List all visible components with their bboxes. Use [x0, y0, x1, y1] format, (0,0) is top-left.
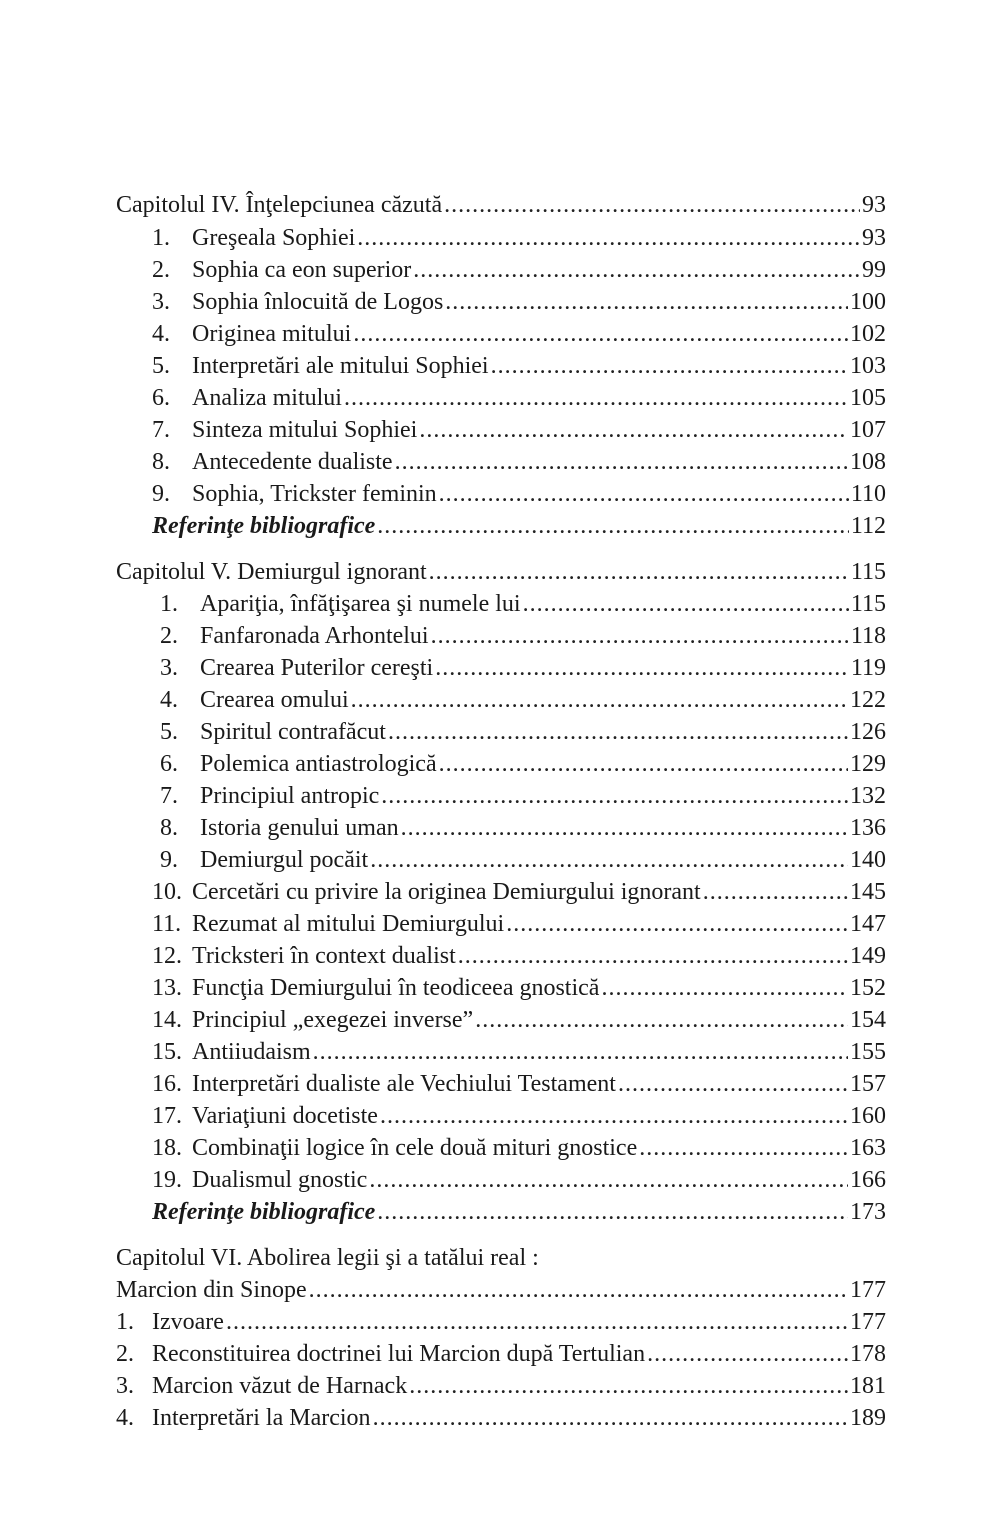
dot-leader [639, 1131, 848, 1165]
dot-leader [703, 875, 848, 909]
toc-entry [116, 1401, 886, 1435]
page-number: 160 [850, 1103, 886, 1129]
entry-number: 13. [152, 975, 182, 1001]
page-number: 112 [850, 513, 886, 539]
entry-number: 7. [160, 783, 178, 809]
page-number: 177 [850, 1277, 886, 1303]
entry-number: 17. [152, 1103, 182, 1129]
toc-entry [152, 317, 886, 351]
entry-title: Dualismul gnostic [192, 1167, 368, 1193]
page-number: 102 [850, 321, 886, 347]
entry-title: Demiurgul pocăit [200, 847, 369, 873]
toc-entry [116, 1305, 886, 1339]
entry-title: Analiza mitului [192, 385, 342, 411]
toc-entry [160, 747, 886, 781]
toc-entry [160, 587, 886, 621]
dot-leader [413, 253, 860, 287]
dot-leader [401, 811, 848, 845]
page-number: 129 [850, 751, 886, 777]
dot-leader [377, 509, 849, 543]
toc-entry [152, 1131, 886, 1165]
dot-leader [431, 619, 849, 653]
chapter-title: Capitolul V. Demiurgul ignorant [116, 559, 427, 585]
toc-entry [152, 445, 886, 479]
page-number: 93 [862, 192, 886, 218]
references-title: Referinţe bibliografice [152, 1199, 376, 1225]
entry-title: Tricksteri în context dualist [192, 943, 456, 969]
entry-number: 6. [160, 751, 178, 777]
toc-entry [152, 1163, 886, 1197]
toc-entry [116, 1369, 886, 1403]
entry-number: 9. [152, 481, 170, 507]
dot-leader [429, 555, 849, 589]
dot-leader [373, 1401, 848, 1435]
toc-entry [160, 683, 886, 717]
dot-leader [388, 715, 848, 749]
entry-title: Interpretări la Marcion [152, 1405, 371, 1431]
toc-entry [152, 477, 886, 511]
entry-number: 1. [160, 591, 178, 617]
dot-leader [344, 381, 848, 415]
page-number: 177 [850, 1309, 886, 1335]
toc-entry [160, 779, 886, 813]
dot-leader [647, 1337, 848, 1371]
entry-title: Marcion văzut de Harnack [152, 1373, 408, 1399]
dot-leader [444, 188, 860, 222]
entry-title: Sophia, Trickster feminin [192, 481, 437, 507]
dot-leader [381, 779, 848, 813]
chapter-title: Capitolul IV. Înţelepciunea căzută [116, 192, 443, 218]
entry-title: Istoria genului uman [200, 815, 399, 841]
page-number: 119 [850, 655, 886, 681]
entry-title: Apariţia, înfăţişarea şi numele lui [200, 591, 521, 617]
dot-leader [439, 747, 848, 781]
entry-title: Principiul antropic [200, 783, 380, 809]
page-number: 115 [850, 591, 886, 617]
entry-number: 3. [160, 655, 178, 681]
dot-leader [439, 477, 849, 511]
dot-leader [435, 651, 849, 685]
entry-title: Rezumat al mitului Demiurgului [192, 911, 505, 937]
entry-number: 19. [152, 1167, 182, 1193]
dot-leader [351, 683, 848, 717]
page-number: 118 [850, 623, 886, 649]
page-number: 126 [850, 719, 886, 745]
entry-number: 10. [152, 879, 182, 905]
dot-leader [377, 1195, 848, 1229]
dot-leader [506, 907, 848, 941]
page-number: 122 [850, 687, 886, 713]
entry-title: Reconstituirea doctrinei lui Marcion după Tertulian [152, 1341, 646, 1367]
entry-number: 7. [152, 417, 170, 443]
entry-number: 5. [160, 719, 178, 745]
page-number: 110 [850, 481, 886, 507]
page-number: 108 [850, 449, 886, 475]
page-number: 189 [850, 1405, 886, 1431]
entry-title: Fanfaronada Arhontelui [200, 623, 429, 649]
chapter-subtitle: Marcion din Sinope [116, 1277, 307, 1303]
dot-leader [309, 1273, 848, 1307]
chapter-subtitle-line [116, 1273, 886, 1307]
entry-title: Crearea omului [200, 687, 349, 713]
page-number: 163 [850, 1135, 886, 1161]
entry-title: Izvoare [152, 1309, 224, 1335]
entry-title: Spiritul contrafăcut [200, 719, 386, 745]
chapter-heading [116, 188, 886, 222]
page-number: 99 [862, 257, 886, 283]
entry-number: 2. [160, 623, 178, 649]
page-number: 136 [850, 815, 886, 841]
toc-entry [116, 1337, 886, 1371]
page-number: 145 [850, 879, 886, 905]
dot-leader [475, 1003, 848, 1037]
page-number: 173 [850, 1199, 886, 1225]
entry-number: 18. [152, 1135, 182, 1161]
entry-title: Principiul „exegezei inverse” [192, 1007, 474, 1033]
dot-leader [601, 971, 848, 1005]
page-number: 140 [850, 847, 886, 873]
entry-title: Interpretări ale mitului Sophiei [192, 353, 489, 379]
chapter-title: Capitolul VI. Abolirea legii şi a tatălui real : [116, 1245, 539, 1271]
toc-entry [152, 285, 886, 319]
entry-title: Sophia ca eon superior [192, 257, 412, 283]
entry-number: 1. [152, 225, 170, 251]
entry-title: Sinteza mitului Sophiei [192, 417, 418, 443]
entry-number: 14. [152, 1007, 182, 1033]
dot-leader [445, 285, 848, 319]
page-number: 152 [850, 975, 886, 1001]
entry-number: 2. [116, 1341, 134, 1367]
dot-leader [395, 445, 848, 479]
page-number: 115 [850, 559, 886, 585]
entry-number: 6. [152, 385, 170, 411]
dot-leader [226, 1305, 848, 1339]
references-title: Referinţe bibliografice [152, 513, 376, 539]
toc-entry [152, 1067, 886, 1101]
entry-number: 1. [116, 1309, 134, 1335]
toc-entry [152, 971, 886, 1005]
toc-entry [152, 1003, 886, 1037]
dot-leader [357, 221, 860, 255]
dot-leader [618, 1067, 848, 1101]
dot-leader [523, 587, 849, 621]
entry-title: Interpretări dualiste ale Vechiului Testament [192, 1071, 616, 1097]
dot-leader [409, 1369, 848, 1403]
references-entry [152, 1195, 886, 1229]
dot-leader [313, 1035, 848, 1069]
entry-title: Crearea Puterilor cereşti [200, 655, 434, 681]
toc-entry [152, 381, 886, 415]
entry-title: Variaţiuni docetiste [192, 1103, 378, 1129]
toc-entry [152, 221, 886, 255]
entry-title: Funcţia Demiurgului în teodiceea gnostică [192, 975, 600, 1001]
toc-entry [152, 939, 886, 973]
entry-number: 8. [160, 815, 178, 841]
dot-leader [491, 349, 848, 383]
page-number: 181 [850, 1373, 886, 1399]
chapter-heading [116, 555, 886, 589]
dot-leader [380, 1099, 848, 1133]
entry-number: 3. [116, 1373, 134, 1399]
page-number: 132 [850, 783, 886, 809]
toc-entry [160, 651, 886, 685]
entry-number: 3. [152, 289, 170, 315]
entry-title: Originea mitului [192, 321, 352, 347]
page-number: 149 [850, 943, 886, 969]
entry-title: Cercetări cu privire la originea Demiurgului ignorant [192, 879, 701, 905]
toc-entry [160, 715, 886, 749]
toc-entry [152, 253, 886, 287]
page-number: 154 [850, 1007, 886, 1033]
page-number: 166 [850, 1167, 886, 1193]
entry-title: Sophia înlocuită de Logos [192, 289, 444, 315]
page-number: 157 [850, 1071, 886, 1097]
dot-leader [419, 413, 848, 447]
entry-number: 4. [152, 321, 170, 347]
entry-number: 4. [116, 1405, 134, 1431]
dot-leader [458, 939, 848, 973]
entry-number: 2. [152, 257, 170, 283]
page-number: 100 [850, 289, 886, 315]
entry-number: 16. [152, 1071, 182, 1097]
page-number: 105 [850, 385, 886, 411]
toc-entry [160, 843, 886, 877]
entry-number: 9. [160, 847, 178, 873]
page-number: 155 [850, 1039, 886, 1065]
entry-title: Combinaţii logice în cele două mituri gnostice [192, 1135, 638, 1161]
toc-entry [152, 875, 886, 909]
toc-entry [152, 349, 886, 383]
toc-entry [152, 413, 886, 447]
page-number: 93 [862, 225, 886, 251]
dot-leader [369, 1163, 848, 1197]
toc-entry [160, 811, 886, 845]
references-entry [152, 509, 886, 543]
entry-number: 12. [152, 943, 182, 969]
page-number: 103 [850, 353, 886, 379]
entry-number: 11. [152, 911, 182, 937]
toc-entry [152, 1035, 886, 1069]
entry-title: Antecedente dualiste [192, 449, 393, 475]
entry-title: Greşeala Sophiei [192, 225, 356, 251]
entry-title: Antiiudaism [192, 1039, 311, 1065]
chapter-heading [116, 1241, 886, 1275]
page-number: 178 [850, 1341, 886, 1367]
dot-leader [353, 317, 848, 351]
entry-title: Polemica antiastrologică [200, 751, 437, 777]
entry-number: 5. [152, 353, 170, 379]
page-number: 147 [850, 911, 886, 937]
dot-leader [370, 843, 848, 877]
toc-entry [152, 907, 886, 941]
entry-number: 8. [152, 449, 170, 475]
toc-entry [152, 1099, 886, 1133]
entry-number: 15. [152, 1039, 182, 1065]
page-number: 107 [850, 417, 886, 443]
entry-number: 4. [160, 687, 178, 713]
toc-entry [160, 619, 886, 653]
